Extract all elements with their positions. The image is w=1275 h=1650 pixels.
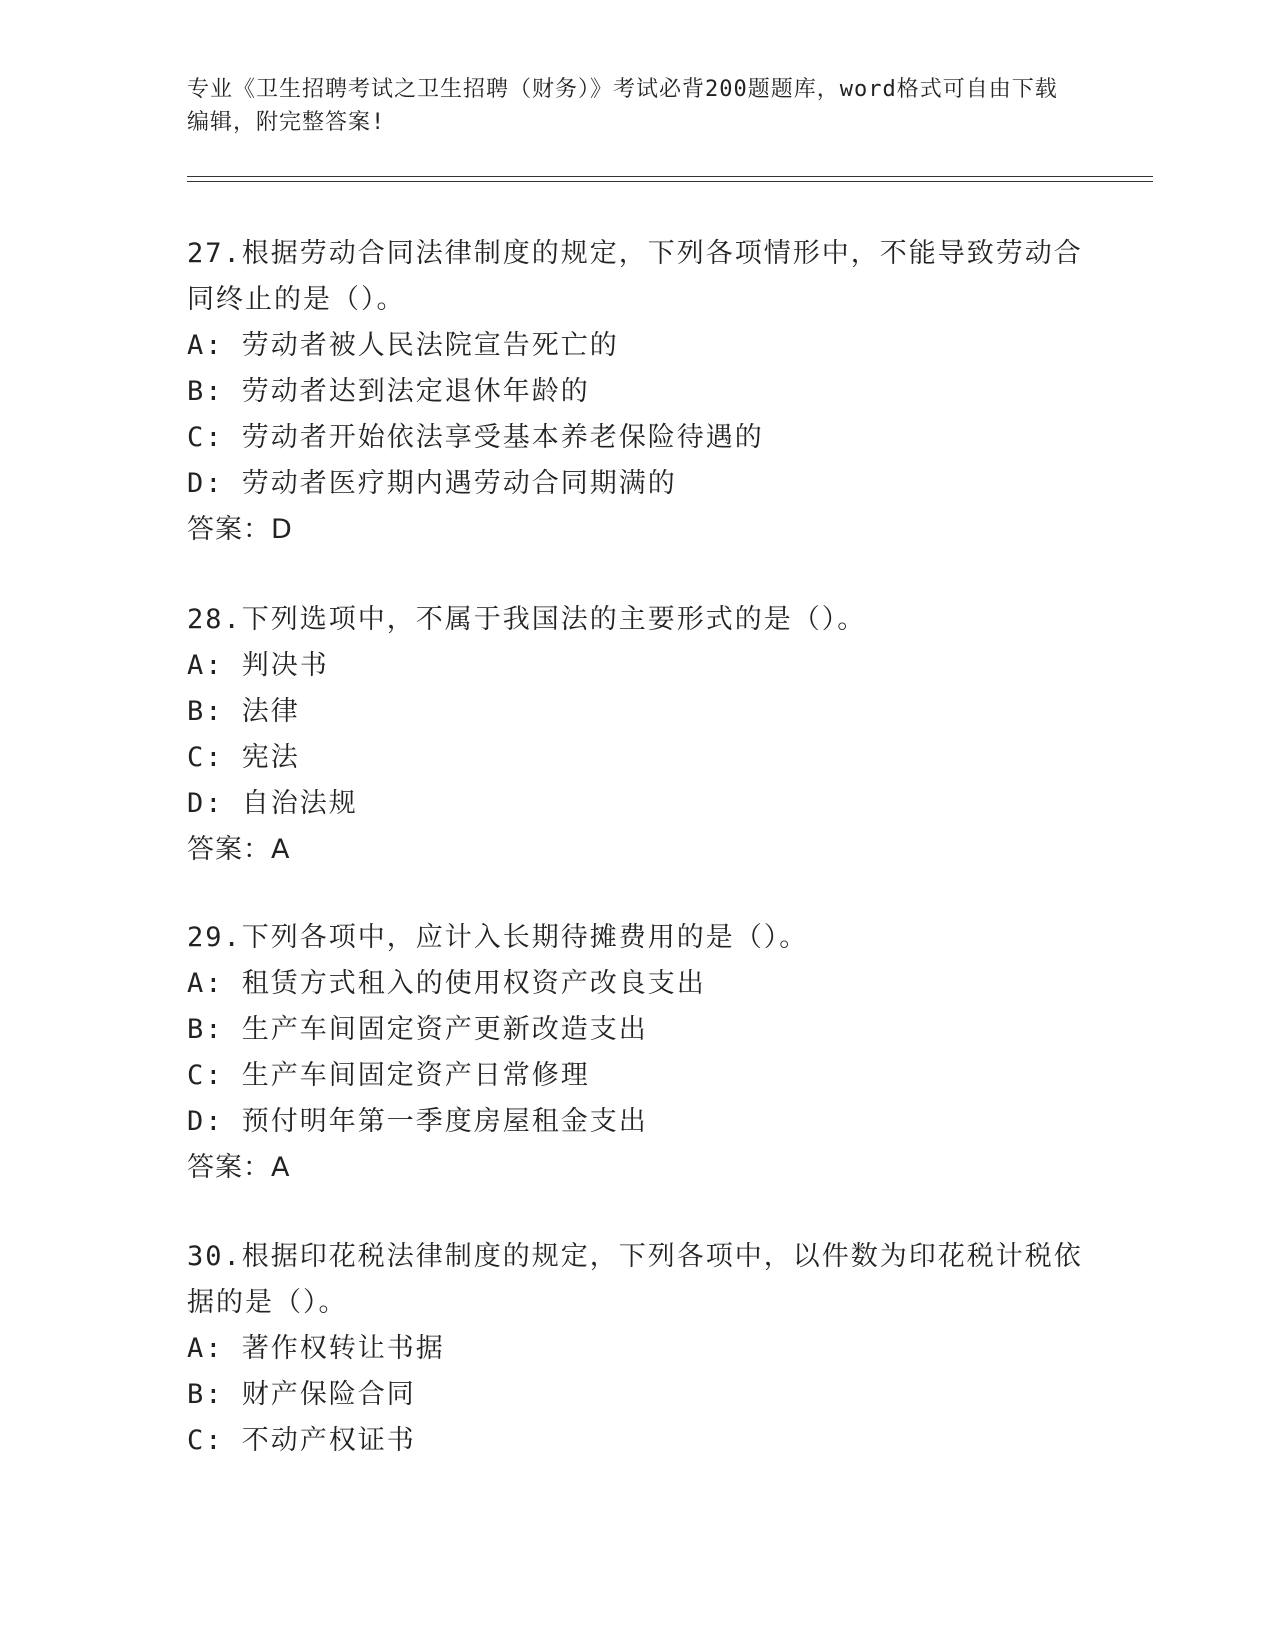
option-d: D: 自治法规 — [187, 788, 358, 819]
option-b: B: 劳动者达到法定退休年龄的 — [187, 376, 590, 407]
answer-line: 答案：A — [187, 1152, 291, 1183]
option-a: A: 判决书 — [187, 650, 329, 681]
option-a: A: 劳动者被人民法院宣告死亡的 — [187, 330, 619, 361]
question-stem: 28.下列选项中，不属于我国法的主要形式的是（）。 — [187, 604, 867, 635]
header-divider-bottom — [187, 181, 1153, 182]
question-28 — [187, 597, 1087, 873]
document-intro: 专业《卫生招聘考试之卫生招聘（财务）》考试必背200题题库，word格式可自由下载编辑，附完整答案! — [187, 77, 1058, 135]
option-c: C: 劳动者开始依法享受基本养老保险待遇的 — [187, 422, 764, 453]
option-b: B: 生产车间固定资产更新改造支出 — [187, 1014, 648, 1045]
question-stem: 29.下列各项中，应计入长期待摊费用的是（）。 — [187, 922, 809, 953]
question-27 — [187, 231, 1087, 553]
option-c: C: 不动产权证书 — [187, 1425, 416, 1456]
option-a: A: 著作权转让书据 — [187, 1333, 445, 1364]
question-29 — [187, 915, 1087, 1191]
question-stem: 27.根据劳动合同法律制度的规定，下列各项情形中，不能导致劳动合同终止的是（）。 — [187, 238, 1083, 315]
header-divider-top — [187, 176, 1153, 177]
option-c: C: 宪法 — [187, 742, 300, 773]
option-c: C: 生产车间固定资产日常修理 — [187, 1060, 590, 1091]
option-b: B: 法律 — [187, 696, 300, 727]
question-30 — [187, 1234, 1087, 1464]
answer-line: 答案：A — [187, 834, 291, 865]
option-d: D: 预付明年第一季度房屋租金支出 — [187, 1106, 648, 1137]
answer-line: 答案：D — [187, 514, 293, 545]
option-a: A: 租赁方式租入的使用权资产改良支出 — [187, 968, 706, 999]
option-d: D: 劳动者医疗期内遇劳动合同期满的 — [187, 468, 677, 499]
question-stem: 30.根据印花税法律制度的规定，下列各项中，以件数为印花税计税依据的是（）。 — [187, 1241, 1083, 1318]
option-b: B: 财产保险合同 — [187, 1379, 416, 1410]
